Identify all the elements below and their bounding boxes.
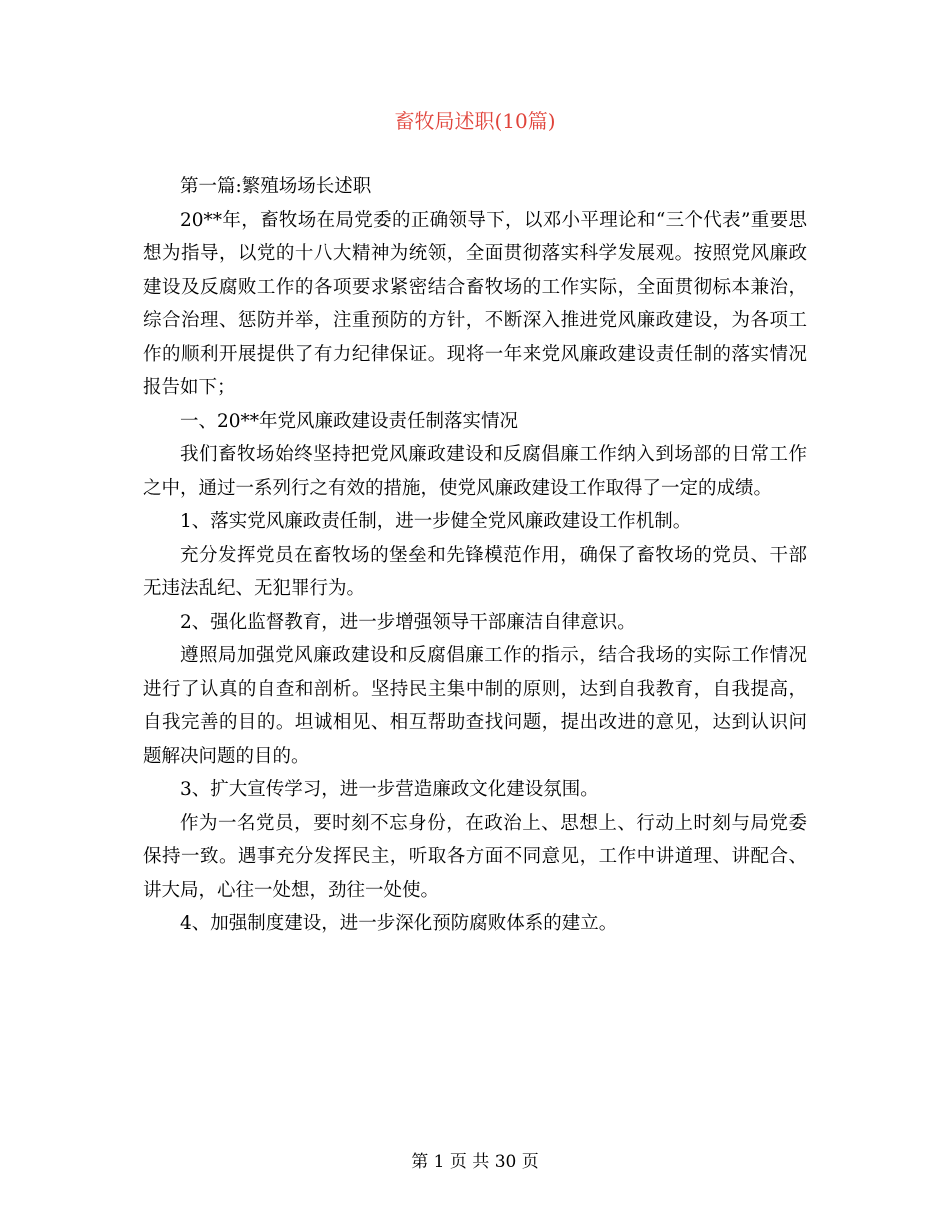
document-body	[143, 170, 807, 941]
item-heading: 2、强化监督教育，进一步增强领导干部廉洁自律意识。	[180, 611, 636, 633]
item-heading: 3、扩大宣传学习，进一步营造廉政文化建设氛围。	[180, 779, 599, 800]
body-paragraph: 作为一名党员，要时刻不忘身份，在政治上、思想上、行动上时刻与局党委保持一致。遇事充分发挥民主，听取各方面不同意见，工作中讲道理、讲配合、讲大局，心往一处想，劲往一处使。	[143, 812, 807, 901]
body-paragraph: 20**年，畜牧场在局党委的正确领导下，以邓小平理论和“三个代表”重要思想为指导，以党的十八大精神为统领，全面贯彻落实科学发展观。按照党风廉政建设及反腐败工作的各项要求紧密结合畜牧场的工作实际，全面贯彻标本兼治，综合治理、惩防并举，注重预防的方针，不断深入推进党风廉政建设，为各项工作的顺利开展提供了有力纪律保证。现将一年来党风廉政建设责任制的落实情况报告如下；	[143, 209, 807, 398]
page-number-footer: 第 1 页 共 30 页	[411, 1152, 539, 1172]
body-paragraph: 我们畜牧场始终坚持把党风廉政建设和反腐倡廉工作纳入到场部的日常工作之中，通过一系列行之有效的措施，使党风廉政建设工作取得了一定的成绩。	[143, 444, 807, 499]
item-heading: 1、落实党风廉政责任制，进一步健全党风廉政建设工作机制。	[180, 511, 692, 532]
body-paragraph: 充分发挥党员在畜牧场的堡垒和先锋模范作用，确保了畜牧场的党员、干部无违法乱纪、无犯罪行为。	[143, 544, 807, 599]
body-paragraph: 遵照局加强党风廉政建设和反腐倡廉工作的指示，结合我场的实际工作情况进行了认真的自查和剖析。坚持民主集中制的原则，达到自我教育，自我提高，自我完善的目的。坦诚相见、相互帮助查找问题，提出改进的意见，达到认识问题解决问题的目的。	[143, 645, 807, 767]
section-heading: 第一篇:繁殖场场长述职	[180, 176, 372, 197]
section-heading: 一、20**年党风廉政建设责任制落实情况	[180, 410, 519, 432]
item-heading: 4、加强制度建设，进一步深化预防腐败体系的建立。	[180, 913, 618, 934]
document-title: 畜牧局述职(10篇)	[394, 109, 556, 133]
